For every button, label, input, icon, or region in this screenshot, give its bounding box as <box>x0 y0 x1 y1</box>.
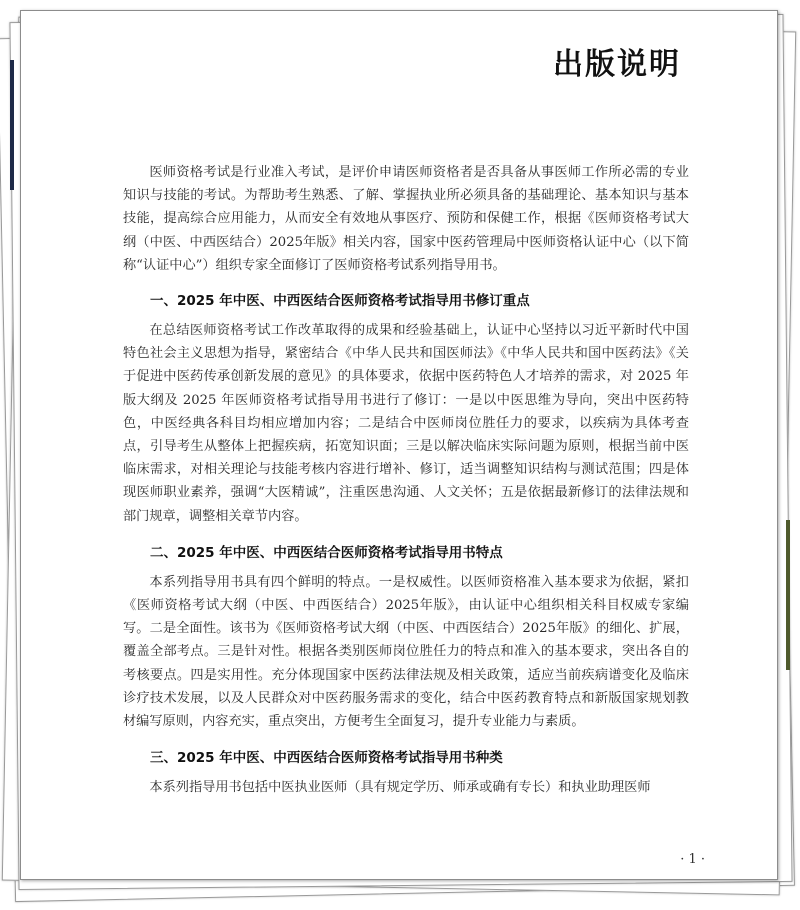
intro-paragraph: 医师资格考试是行业准入考试，是评价申请医师资格者是否具备从事医师工作所必需的专业知识与技能的考试。为帮助考生熟悉、了解、掌握执业所必须具备的基础理论、基本知识与基本技能，提高综合应用能力，从而安全有效地从事医疗、预防和保健工作，根据《医师资格考试大纲（中医、中西医结合）2025年版》相关内容，国家中医药管理局中医师资格认证中心（以下简称“认证中心”）组织专家全面修订了医师资格考试系列指导用书。 <box>123 165 689 273</box>
book-cover-edge <box>786 520 790 670</box>
document-page <box>20 10 778 880</box>
section-spacer <box>123 277 689 290</box>
section-body-3: 本系列指导用书包括中医执业医师（具有规定学历、师承或确有专长）和执业助理医师 <box>149 780 651 796</box>
book-cover-edge <box>10 60 14 190</box>
section-body-2: 本系列指导用书具有四个鲜明的特点。一是权威性。以医师资格准入基本要求为依据，紧扣《医师资格考试大纲（中医、中西医结合）2025年版》，由认证中心组织相关科目权威专家编写。二是全面性。该书为《医师资格考试大纲（中医、中西医结合）2025年版》的细化、扩展，覆盖全部考点。三是针对性。根据各类别医师岗位胜任力的特点和准入的基本要求，突出各自的考核要点。四是实用性。充分体现国家中医药法律法规及相关政策，适应当前疾病谱变化及临床诊疗技术发展，以及人民群众对中医药服务需求的变化，结合中医药教育特点和新版国家规划教材编写原则，内容充实，重点突出，方便考生全面复习，提升专业能力与素质。 <box>123 574 689 730</box>
page-title: 出版说明 <box>553 47 681 82</box>
page-number: · 1 · <box>680 852 705 867</box>
section-heading-2: 二、2025 年中医、中西医结合医师资格考试指导用书特点 <box>150 544 503 561</box>
section-heading-3: 三、2025 年中医、中西医结合医师资格考试指导用书种类 <box>150 750 503 767</box>
section-spacer <box>123 528 689 542</box>
page-content <box>123 161 689 799</box>
section-body-1: 在总结医师资格考试工作改革取得的成果和经验基础上，认证中心坚持以习近平新时代中国特色社会主义思想为指导，紧密结合《中华人民共和国医师法》《中华人民共和国中医药法》《关于促进中医药传承创新发展的意见》的具体要求，依据中医药特色人才培养的需求，对 2025 年版大纲及 2025 年医师资格考试指导用书进行了修订：一是以中医思维为导向，突出中医药特色，中医经典各科目均相应增加内容；二是结合中医师岗位胜任力的要求，以疾病为具体考查点，引导考生从整体上把握疾病，拓宽知识面；三是以解决临床实际问题为原则，根据当前中医临床需求，对相关理论与技能考核内容进行增补、修订，适当调整知识结构与测试范围；四是体现医师职业素养，强调“大医精诚”，注重医患沟通、人文关怀；五是依据最新修订的法律法规和部门规章，调整相关章节内容。 <box>123 323 689 524</box>
section-spacer <box>123 733 689 747</box>
section-heading-1: 一、2025 年中医、中西医结合医师资格考试指导用书修订重点 <box>150 293 530 310</box>
